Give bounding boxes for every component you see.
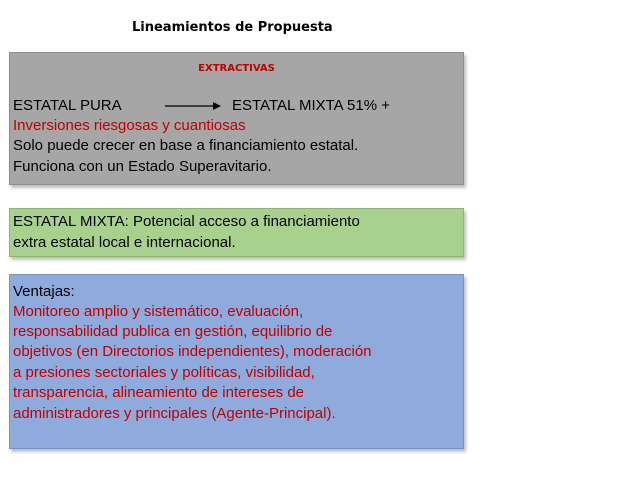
estatal-mixta-label: ESTATAL MIXTA 51% +: [232, 97, 390, 114]
ventajas-line: administradores y principales (Agente-Principal).: [13, 405, 336, 422]
extractivas-box: [9, 52, 464, 185]
extractivas-line-3: Solo puede crecer en base a financiamiento estatal.: [13, 137, 359, 154]
extractivas-line-2: Inversiones riesgosas y cuantiosas: [13, 117, 246, 134]
extractivas-line-4: Funciona con un Estado Superavitario.: [13, 158, 272, 175]
ventajas-box: [9, 274, 464, 449]
estatal-mixta-line-1: ESTATAL MIXTA: Potencial acceso a financiamiento: [13, 213, 360, 230]
ventajas-heading: Ventajas:: [13, 283, 75, 300]
estatal-mixta-line-2: extra estatal local e internacional.: [13, 234, 236, 251]
ventajas-line: Monitoreo amplio y sistemático, evaluación,: [13, 303, 304, 320]
estatal-pura-label: ESTATAL PURA: [13, 97, 122, 114]
ventajas-line: objetivos (en Directorios independientes), moderación: [13, 343, 372, 360]
ventajas-line: a presiones sectoriales y políticas, visibilidad,: [13, 364, 315, 381]
extractivas-heading: EXTRACTIVAS: [198, 63, 275, 74]
slide-title: Lineamientos de Propuesta: [132, 20, 333, 35]
ventajas-line: responsabilidad publica en gestión, equilibrio de: [13, 323, 333, 340]
ventajas-line: transparencia, alineamiento de intereses de: [13, 384, 305, 401]
estatal-mixta-box: [9, 208, 464, 257]
right-arrow-icon: [165, 99, 221, 111]
